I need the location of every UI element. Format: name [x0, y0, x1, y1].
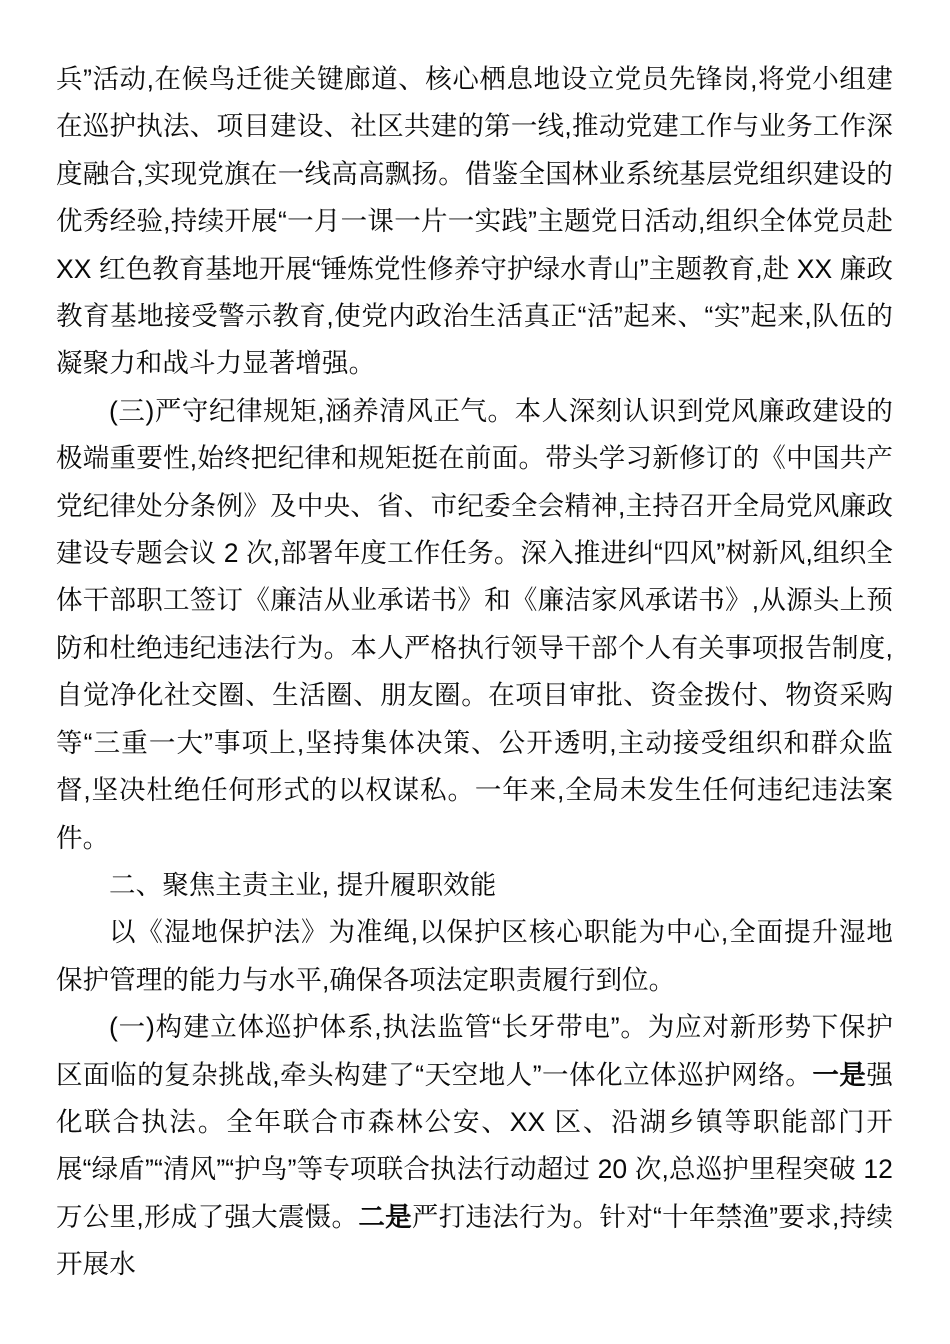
p4-patrol-system-run-4: 严打违法行为。针对“十年禁渔”要求,持续开展水 [56, 1201, 893, 1280]
p2-discipline-run-0: (三)严守纪律规矩,涵养清风正气。本人深刻认识到党风廉政建设的极端重要性,始终把纪律和规矩挺在前面。带头学习新修订的《中国共产党纪律处分条例》及中央、省、市纪委全会精神,主持召开全局党风廉政建设专题会议 2 次,部署年度工作任务。深入推进纠“四风”树新风,组织全体干部职工签订《廉洁从业承诺书》和《廉洁家风承诺书》,从源头上预防和杜绝违纪违法行为。本人严格执行领导干部个人有关事项报告制度,自觉净化社交圈、生活圈、朋友圈。在项目审批、资金拨付、物资采购等“三重一大”事项上,坚持集体决策、公开透明,主动接受组织和群众监督,坚决杜绝任何形式的以权谋私。一年来,全局未发生任何违纪违法案件。 [56, 395, 893, 853]
heading-section-2-run-0: 二、聚焦主责主业, 提升履职效能 [109, 869, 497, 900]
p4-patrol-system-run-3: 二是 [358, 1201, 412, 1232]
p3-section2-intro [56, 909, 893, 1004]
p4-patrol-system-run-2: 强化联合执法。全年联合市森林公安、XX 区、沿湖乡镇等职能部门开展“绿盾”“清风”“护鸟”等专项联合执法行动超过 20 次,总巡护里程突破 12 万公里,形成了强大震慑。 [56, 1059, 894, 1232]
p3-section2-intro-run-0: 以《湿地保护法》为准绳,以保护区核心职能为中心,全面提升湿地保护管理的能力与水平,确保各项法定职责履行到位。 [56, 917, 893, 995]
p4-patrol-system-run-0: (一)构建立体巡护体系,执法监管“长牙带电”。为应对新形势下保护区面临的复杂挑战,牵头构建了“天空地人”一体化立体巡护网络。 [56, 1012, 893, 1090]
p2-discipline [56, 388, 893, 862]
document-body [56, 56, 893, 1289]
heading-section-2 [56, 862, 893, 909]
p1-continuation-run-0: 兵”活动,在候鸟迁徙关键廊道、核心栖息地设立党员先锋岗,将党小组建在巡护执法、项目建设、社区共建的第一线,推动党建工作与业务工作深度融合,实现党旗在一线高高飘扬。借鉴全国林业系统基层党组织建设的优秀经验,持续开展“一月一课一片一实践”主题党日活动,组织全体党员赴 XX 红色教育基地开展“锤炼党性修养守护绿水青山”主题教育,赴 XX 廉政教育基地接受警示教育,使党内政治生活真正“活”起来、“实”起来,队伍的凝聚力和战斗力显著增强。 [56, 64, 893, 379]
p4-patrol-system-run-1: 一是 [812, 1059, 867, 1090]
p4-patrol-system [56, 1004, 893, 1288]
p1-continuation [56, 56, 893, 388]
